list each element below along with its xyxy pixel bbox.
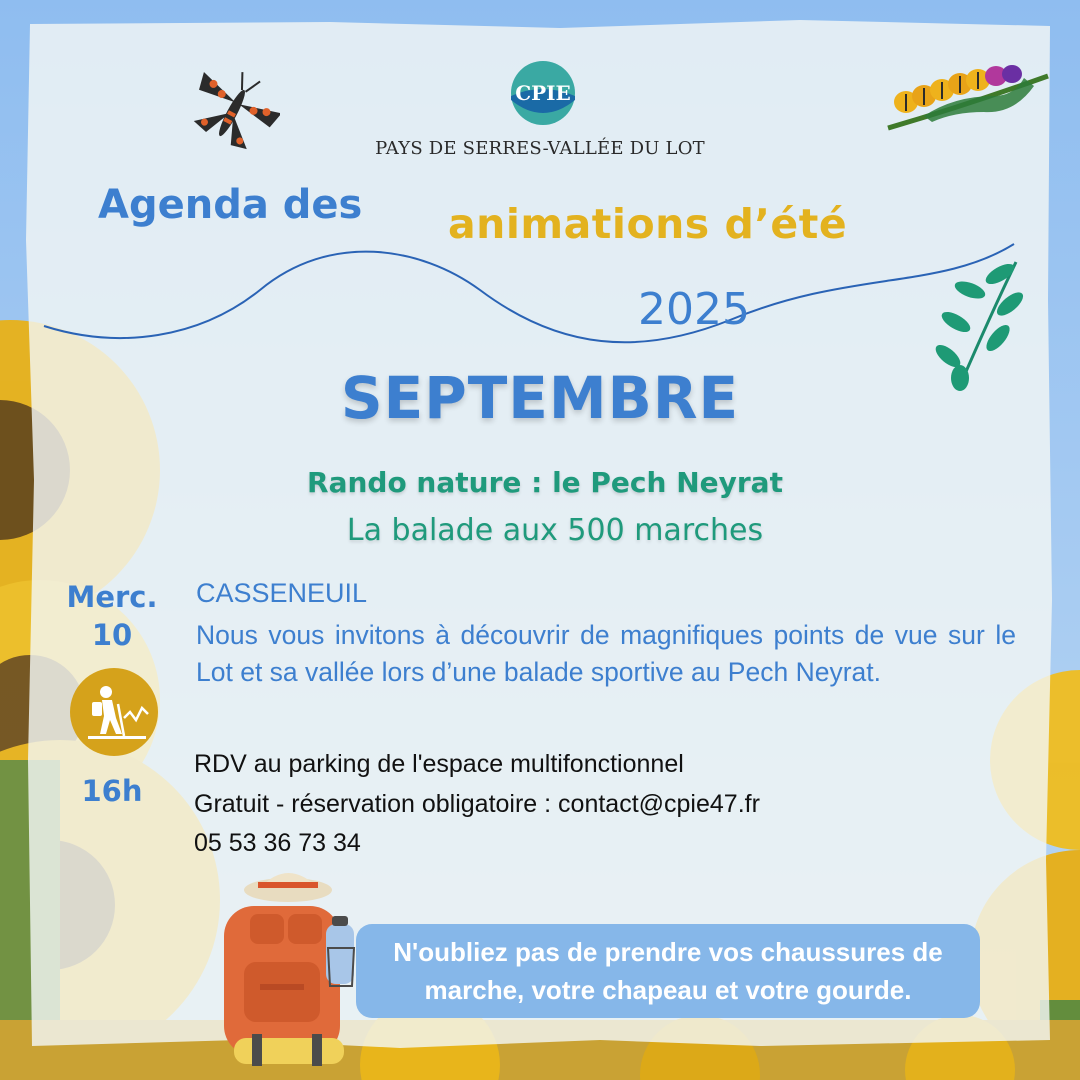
organization-name: PAYS DE SERRES-VALLÉE DU LOT <box>375 138 705 159</box>
phone-number: 05 53 36 73 34 <box>194 829 361 857</box>
event-place: CASSENEUIL <box>196 578 368 608</box>
backpack-icon <box>214 862 374 1070</box>
event-date <box>52 578 172 654</box>
title-year: 2025 <box>638 284 750 335</box>
caterpillar-icon <box>884 56 1054 136</box>
event-day-name: Merc. <box>66 580 158 614</box>
title-line-2: animations d’été <box>448 200 848 248</box>
logo-text: CPIE <box>515 81 571 105</box>
event-time: 16h <box>81 774 143 808</box>
hiker-icon <box>70 668 158 756</box>
event-subtitle: La balade aux 500 marches <box>346 513 764 548</box>
title-line-1: Agenda des <box>98 182 363 228</box>
event-title: Rando nature : le Pech Neyrat <box>307 466 783 499</box>
cpie-logo <box>510 60 576 126</box>
event-day-number: 10 <box>91 618 133 652</box>
month-heading: SEPTEMBRE <box>340 364 740 432</box>
event-description: Nous vous invitons à découvrir de magnifiques points de vue sur le Lot et sa vallée lors d’une balade sportive au Pech Neyrat. <box>196 620 1016 687</box>
reminder-line-2: marche, votre chapeau et votre gourde. <box>424 975 912 1005</box>
activity-badge <box>70 668 158 756</box>
price-booking: Gratuit - réservation obligatoire : contact@cpie47.fr <box>194 790 760 818</box>
meeting-point: RDV au parking de l'espace multifonctionnel <box>194 750 684 778</box>
reminder-line-1: N'oubliez pas de prendre vos chaussures de <box>393 937 943 967</box>
reminder-note <box>356 924 980 1018</box>
